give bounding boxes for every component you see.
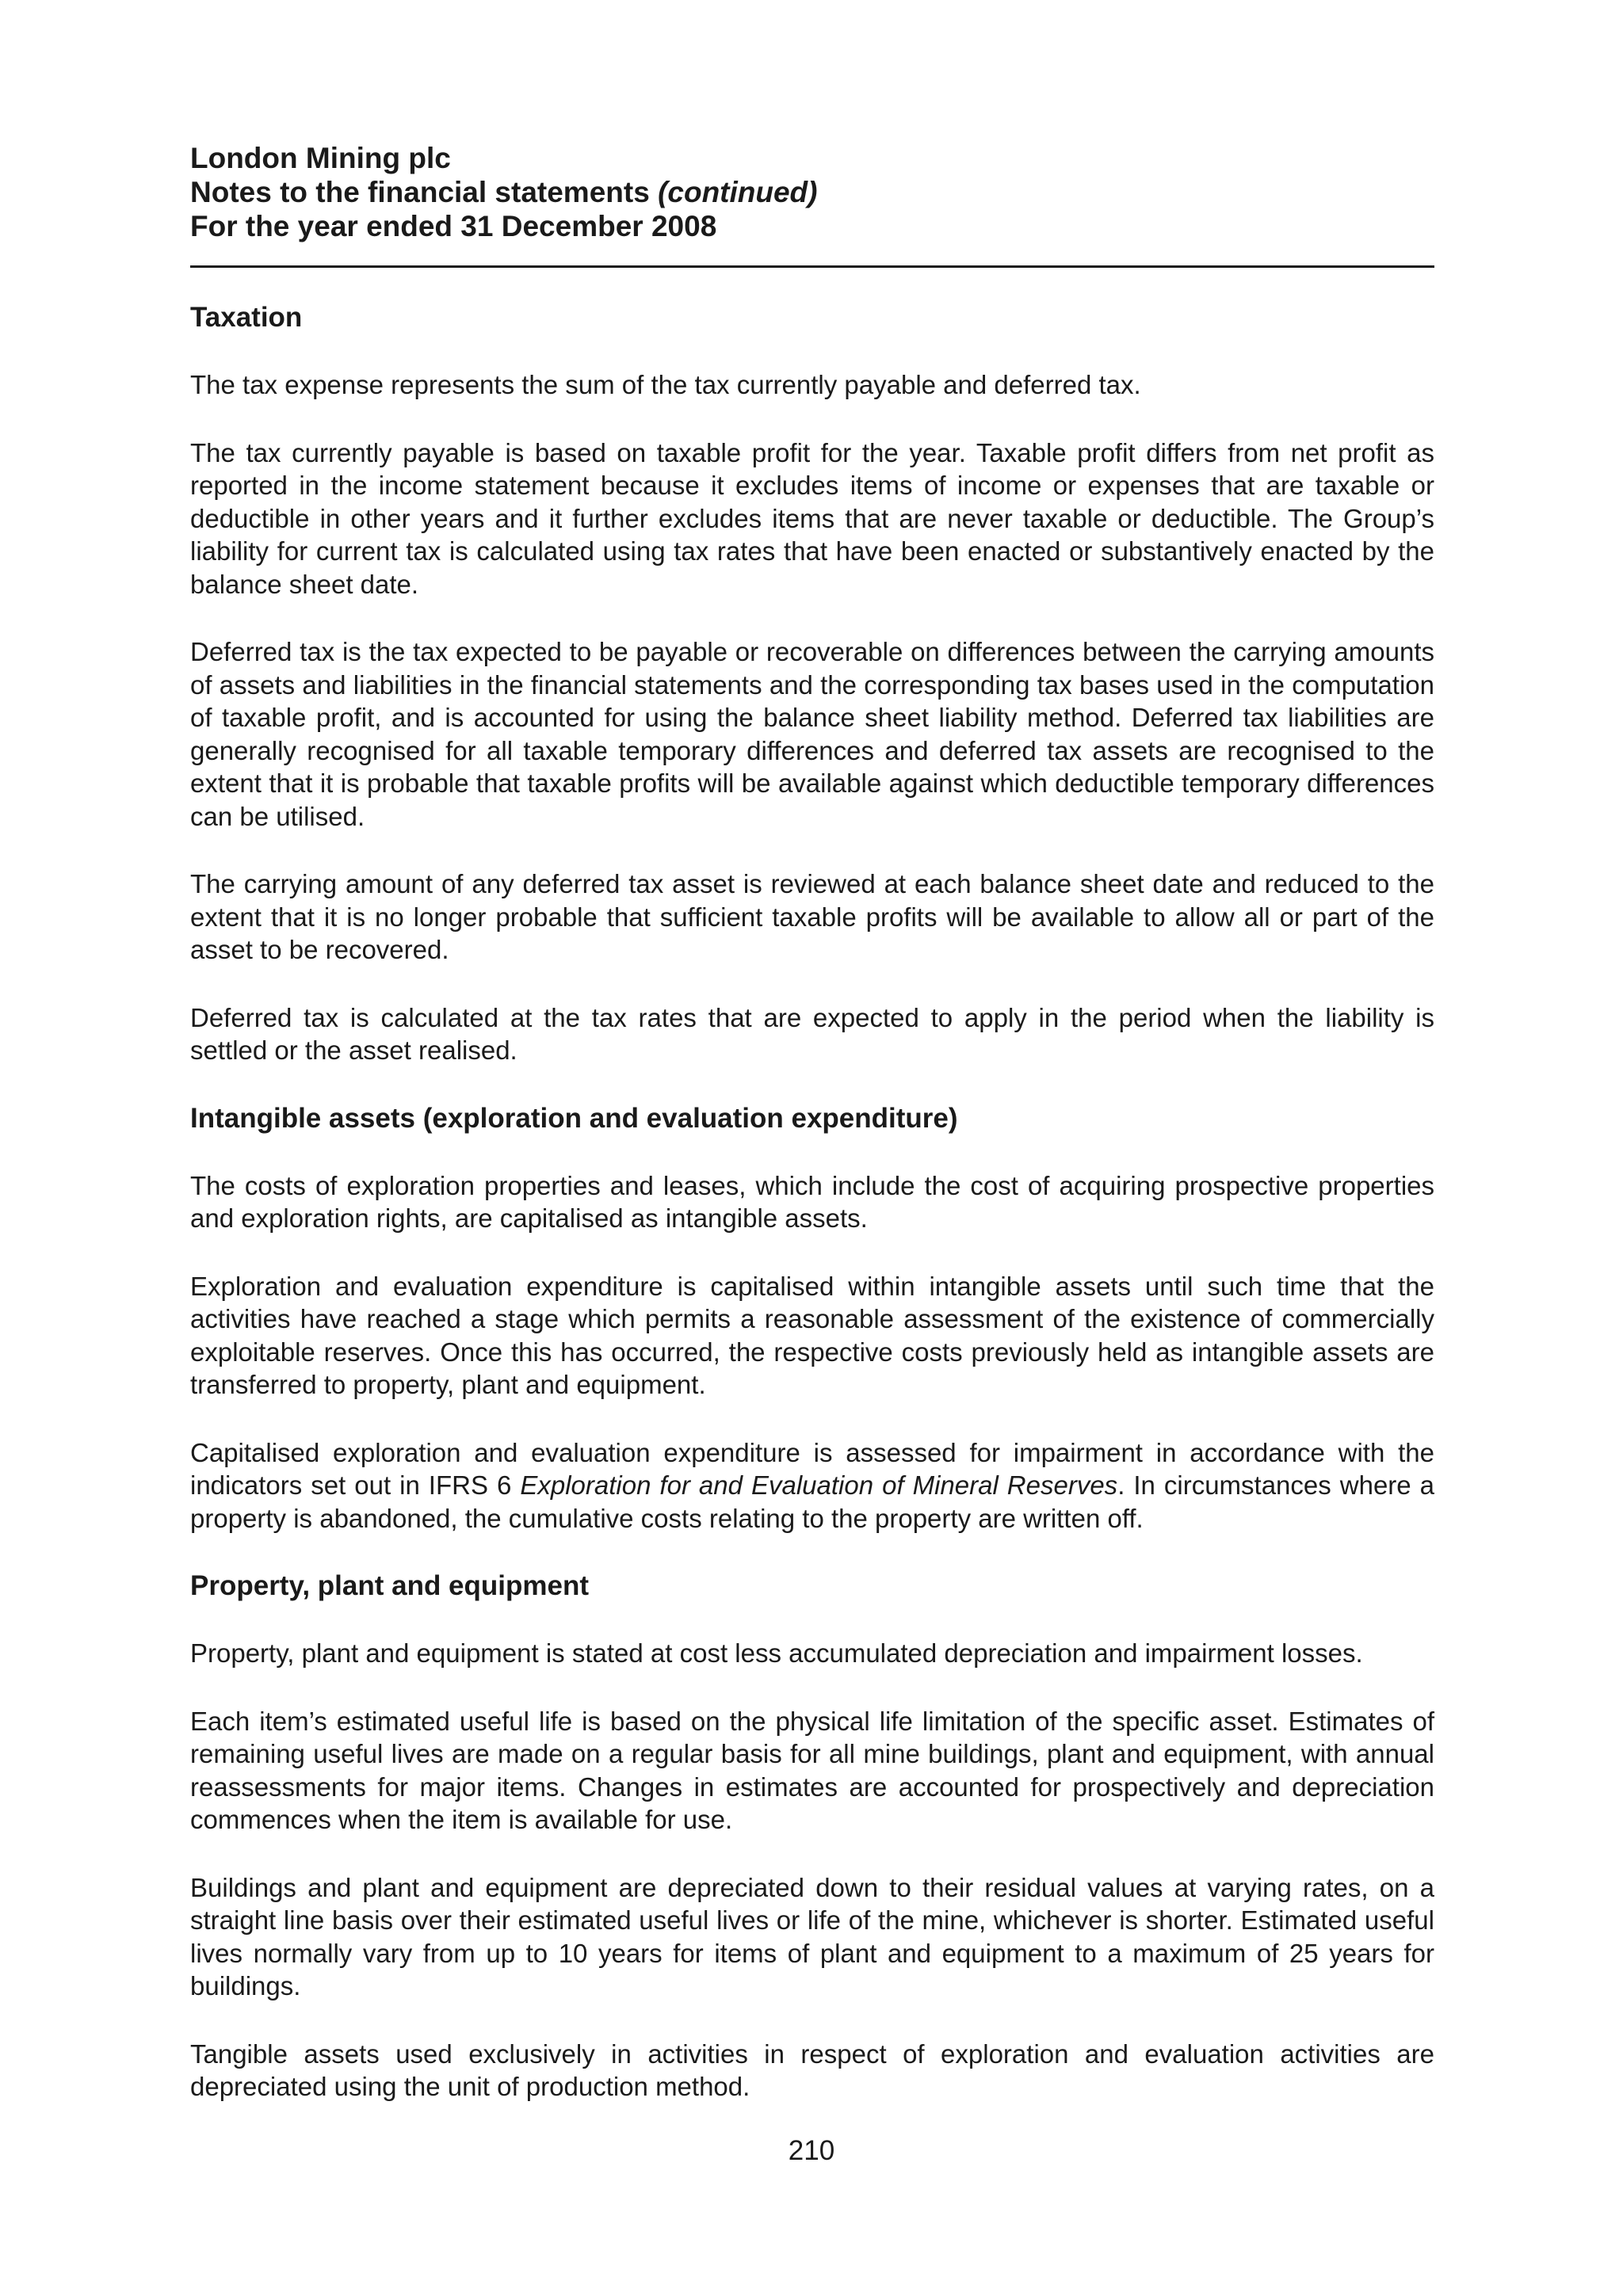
taxation-paragraph-1: The tax expense represents the sum of the tax currently payable and deferred tax. <box>190 370 1141 399</box>
intangible-paragraph-3 <box>190 1436 1434 1535</box>
ppe-paragraph-1: Property, plant and equipment is stated at cost less accumulated depreciation and impairment losses. <box>190 1638 1363 1668</box>
intangible-paragraph-3-start: Capitalised exploration and evaluation expenditure is assessed for impairment in accordance with the indicators set out in IFRS 6 <box>190 1437 1434 1500</box>
ifrs6-title: Exploration for and Evaluation of Mineral Reserves <box>520 1470 1118 1500</box>
ppe-paragraph-4: Tangible assets used exclusively in activities in respect of exploration and evaluation activities are depreciated using the unit of production method. <box>190 2039 1434 2101</box>
section-property-plant-equipment <box>190 1569 1434 2103</box>
page-number: 210 <box>788 2135 835 2166</box>
ppe-paragraph-2: Each item’s estimated useful life is based on the physical life limitation of the specific asset. Estimates of remaining useful lives are made on a regular basis for all mine buildings, plant and equipment, with annual reassessments for major items. Changes in estimates are accounted for prospectively and depreciation commences when the item is available for use. <box>190 1706 1434 1834</box>
intangible-paragraph-1: The costs of exploration properties and leases, which include the cost of acquiring prospective properties and exploration rights, are capitalised as intangible assets. <box>190 1170 1434 1233</box>
taxation-paragraph-3: Deferred tax is the tax expected to be payable or recoverable on differences between the carrying amounts of assets and liabilities in the financial statements and the corresponding tax bases used in the computation of taxable profit, and is accounted for using the balance sheet liability method. Deferred tax liabilities are generally recognised for all taxable temporary differences and deferred tax assets are recognised to the extent that it is probable that taxable profits will be available against which deductible temporary differences can be utilised. <box>190 637 1434 831</box>
header-divider <box>190 265 1434 268</box>
document-header <box>190 141 1434 268</box>
document-page <box>190 141 1434 2103</box>
company-name: London Mining plc <box>190 142 451 174</box>
intangible-paragraph-3-end: . In circumstances where a property is abandoned, the cumulative costs relating to the property are written off. <box>190 1470 1434 1533</box>
notes-title-text: Notes to the financial statements <box>190 176 650 208</box>
heading-taxation: Taxation <box>190 302 303 333</box>
section-intangible-assets <box>190 1102 1434 1535</box>
ppe-paragraph-3: Buildings and plant and equipment are depreciated down to their residual values at varying rates, on a straight line basis over their estimated useful lives or life of the mine, whichever is shorter. Estimated useful lives normally vary from up to 10 years for items of plant and equipment to a maximum of 25 years for buildings. <box>190 1872 1434 2000</box>
section-taxation <box>190 301 1434 1067</box>
taxation-paragraph-5: Deferred tax is calculated at the tax rates that are expected to apply in the period when the liability is settled or the asset realised. <box>190 1002 1434 1065</box>
heading-intangible-assets: Intangible assets (exploration and evaluation expenditure) <box>190 1102 958 1134</box>
notes-continued: (continued) <box>658 176 818 208</box>
heading-property-plant-equipment: Property, plant and equipment <box>190 1570 590 1601</box>
taxation-paragraph-4: The carrying amount of any deferred tax asset is reviewed at each balance sheet date and reduced to the extent that it is no longer probable that sufficient taxable profits will be available to allow all or part of the asset to be recovered. <box>190 869 1434 964</box>
notes-title <box>190 175 1434 209</box>
taxation-paragraph-2: The tax currently payable is based on taxable profit for the year. Taxable profit differs from net profit as reported in the income statement because it excludes items of income or expenses that are taxable or deductible in other years and it further excludes items that are never taxable or deductible. The Group’s liability for current tax is calculated using tax rates that have been enacted or substantively enacted by the balance sheet date. <box>190 437 1434 599</box>
period-line: For the year ended 31 December 2008 <box>190 210 717 242</box>
intangible-paragraph-2: Exploration and evaluation expenditure is capitalised within intangible assets until such time that the activities have reached a stage which permits a reasonable assessment of the existence of commercially exploitable reserves. Once this has occurred, the respective costs previously held as intangible assets are transferred to property, plant and equipment. <box>190 1271 1434 1399</box>
